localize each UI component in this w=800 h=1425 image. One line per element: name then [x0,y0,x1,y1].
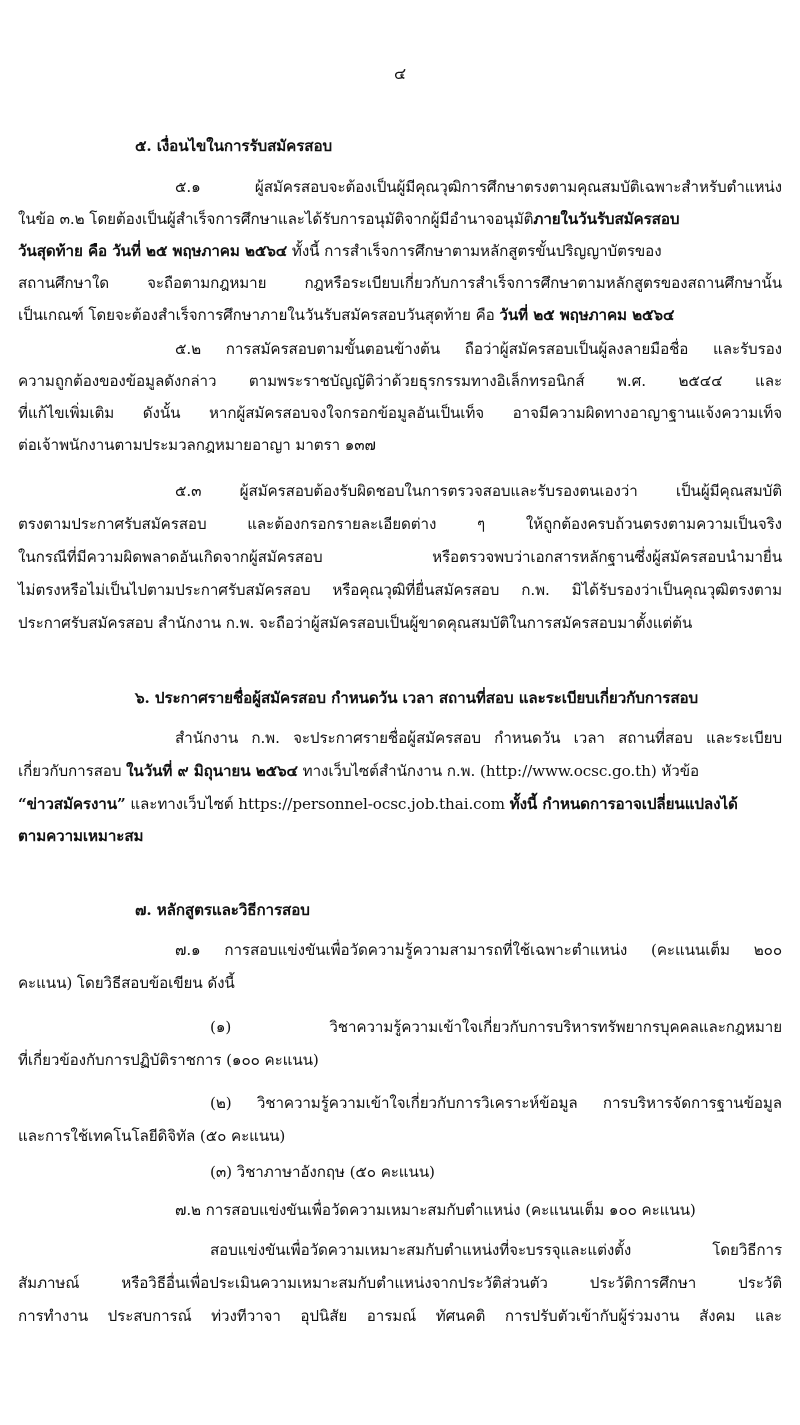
s7-1-line2: คะแนน) โดยวิธีสอบข้อเขียน ดังนี้ [18,974,235,992]
s5-1-deadline-bold: วันสุดท้าย คือ วันที่ ๒๕ พฤษภาคม ๒๕๖๔ [18,242,288,260]
s5-1-line5-text: เป็นเกณฑ์ โดยจะต้องสำเร็จการศึกษาภายในวันรับสมัครสอบวันสุดท้าย คือ [18,306,500,324]
s7-1-item2-line2: และการใช้เทคโนโลยีดิจิทัล (๕๐ คะแนน) [18,1127,286,1145]
s6-line2-text: เกี่ยวกับการสอบ [18,762,127,780]
s5-3-line2: ตรงตามประกาศรับสมัครสอบ และต้องกรอกรายละเอียดต่าง ๆ ให้ถูกต้องครบถ้วนตรงตามความเป็นจริง [18,515,782,533]
s5-1-line2-bold: ภายในวันรับสมัครสอบ [533,210,680,228]
s7-1-item1-line2: ที่เกี่ยวข้องกับการปฏิบัติราชการ (๑๐๐ คะแนน) [18,1051,319,1069]
s7-2-line3: สัมภาษณ์ หรือวิธีอื่นเพื่อประเมินความเหมาะสมกับตำแหน่งจากประวัติส่วนตัว ประวัติการศึกษา ประวัติ [18,1274,782,1292]
s5-1-line5-bold: วันที่ ๒๕ พฤษภาคม ๒๕๖๔ [499,306,675,324]
s7-1-item2-line1: (๒) วิชาความรู้ความเข้าใจเกี่ยวกับการวิเคราะห์ข้อมูล การบริหารจัดการฐานข้อมูล [210,1094,782,1112]
s7-1-line1: ๗.๑ การสอบแข่งขันเพื่อวัดความรู้ความสามารถที่ใช้เฉพาะตำแหน่ง (คะแนนเต็ม ๒๐๐ [175,941,782,959]
s6-line3 [18,794,738,814]
section-5-heading: ๕. เงื่อนไขในการรับสมัครสอบ [135,137,333,155]
s6-line2 [18,761,699,781]
s6-date-bold: ในวันที่ ๙ มิถุนายน ๒๕๖๔ [126,762,298,780]
s5-2-line4: ต่อเจ้าพนักงานตามประมวลกฎหมายอาญา มาตรา ๑๓๗ [18,436,376,454]
s5-1-line5 [18,305,674,325]
section-6-heading: ๖. ประกาศรายชื่อผู้สมัครสอบ กำหนดวัน เวลา สถานที่สอบ และระเบียบเกี่ยวกับการสอบ [135,689,699,707]
s7-2-line2: สอบแข่งขันเพื่อวัดความเหมาะสมกับตำแหน่งที่จะบรรจุและแต่งตั้ง โดยวิธีการ [210,1241,782,1259]
s6-line2-url: ทางเว็บไซต์สำนักงาน ก.พ. (http://www.ocsc.go.th) หัวข้อ [297,762,700,780]
s5-2-line1: ๕.๒ การสมัครสอบตามขั้นตอนข้างต้น ถือว่าผู้สมัครสอบเป็นผู้ลงลายมือชื่อ และรับรอง [175,340,782,358]
s7-2-line1: ๗.๒ การสอบแข่งขันเพื่อวัดความเหมาะสมกับตำแหน่ง (คะแนนเต็ม ๑๐๐ คะแนน) [175,1201,696,1219]
s5-1-line2-text: ในข้อ ๓.๒ โดยต้องเป็นผู้สำเร็จการศึกษาและได้รับการอนุมัติจากผู้มีอำนาจอนุมัติ [18,210,534,228]
s7-2-line4: การทำงาน ประสบการณ์ ท่วงทีวาจา อุปนิสัย อารมณ์ ทัศนคติ การปรับตัวเข้ากับผู้ร่วมงาน สังคม และ [18,1307,782,1325]
s7-1-item1-line1: (๑) วิชาความรู้ความเข้าใจเกี่ยวกับการบริหารทรัพยากรบุคคลและกฎหมาย [210,1018,782,1036]
s5-2-line3: ที่แก้ไขเพิ่มเติม ดังนั้น หากผู้สมัครสอบจงใจกรอกข้อมูลอันเป็นเท็จ อาจมีความผิดทางอาญาฐานแจ้งความเท็จ [18,404,782,422]
page-number: ๔ [393,64,407,83]
s7-1-item3: (๓) วิชาภาษาอังกฤษ (๕๐ คะแนน) [210,1163,435,1181]
s6-line3-url: และทางเว็บไซต์ https://personnel-ocsc.job.thai.com [125,795,510,813]
s6-line4: ตามความเหมาะสม [18,827,144,845]
s5-1-line2 [18,209,679,229]
s6-news-label: “ข่าวสมัครงาน” [18,795,126,813]
s5-3-line1: ๕.๓ ผู้สมัครสอบต้องรับผิดชอบในการตรวจสอบและรับรองตนเองว่า เป็นผู้มีคุณสมบัติ [175,482,782,500]
s5-3-line5: ประกาศรับสมัครสอบ สำนักงาน ก.พ. จะถือว่าผู้สมัครสอบเป็นผู้ขาดคุณสมบัติในการสมัครสอบมาตั้งแต่ต้น [18,614,693,632]
s6-line3-bold: ทั้งนี้ กำหนดการอาจเปลี่ยนแปลงได้ [509,795,738,813]
section-7-heading: ๗. หลักสูตรและวิธีการสอบ [135,901,310,919]
s6-line1: สำนักงาน ก.พ. จะประกาศรายชื่อผู้สมัครสอบ กำหนดวัน เวลา สถานที่สอบ และระเบียบ [175,729,782,747]
s5-2-line2: ความถูกต้องของข้อมูลดังกล่าว ตามพระราชบัญญัติว่าด้วยธุรกรรมทางอิเล็กทรอนิกส์ พ.ศ. ๒๕๔๔ และ [18,372,782,390]
s5-3-line3: ในกรณีที่มีความผิดพลาดอันเกิดจากผู้สมัครสอบ หรือตรวจพบว่าเอกสารหลักฐานซึ่งผู้สมัครสอบนำมายื่น [18,548,782,566]
s5-1-line3-text: ทั้งนี้ การสำเร็จการศึกษาตามหลักสูตรขั้นปริญญาบัตรของ [287,242,662,260]
s5-1-line4: สถานศึกษาใด จะถือตามกฎหมาย กฎหรือระเบียบเกี่ยวกับการสำเร็จการศึกษาตามหลักสูตรของสถานศึกษานั้น [18,274,782,292]
s5-3-line4: ไม่ตรงหรือไม่เป็นไปตามประกาศรับสมัครสอบ หรือคุณวุฒิที่ยื่นสมัครสอบ ก.พ. มิได้รับรองว่าเป็นคุณวุฒิตรงตาม [18,581,782,599]
s5-1-line3 [18,241,662,261]
s5-1-line1: ๕.๑ ผู้สมัครสอบจะต้องเป็นผู้มีคุณวุฒิการศึกษาตรงตามคุณสมบัติเฉพาะสำหรับตำแหน่ง [175,178,782,196]
